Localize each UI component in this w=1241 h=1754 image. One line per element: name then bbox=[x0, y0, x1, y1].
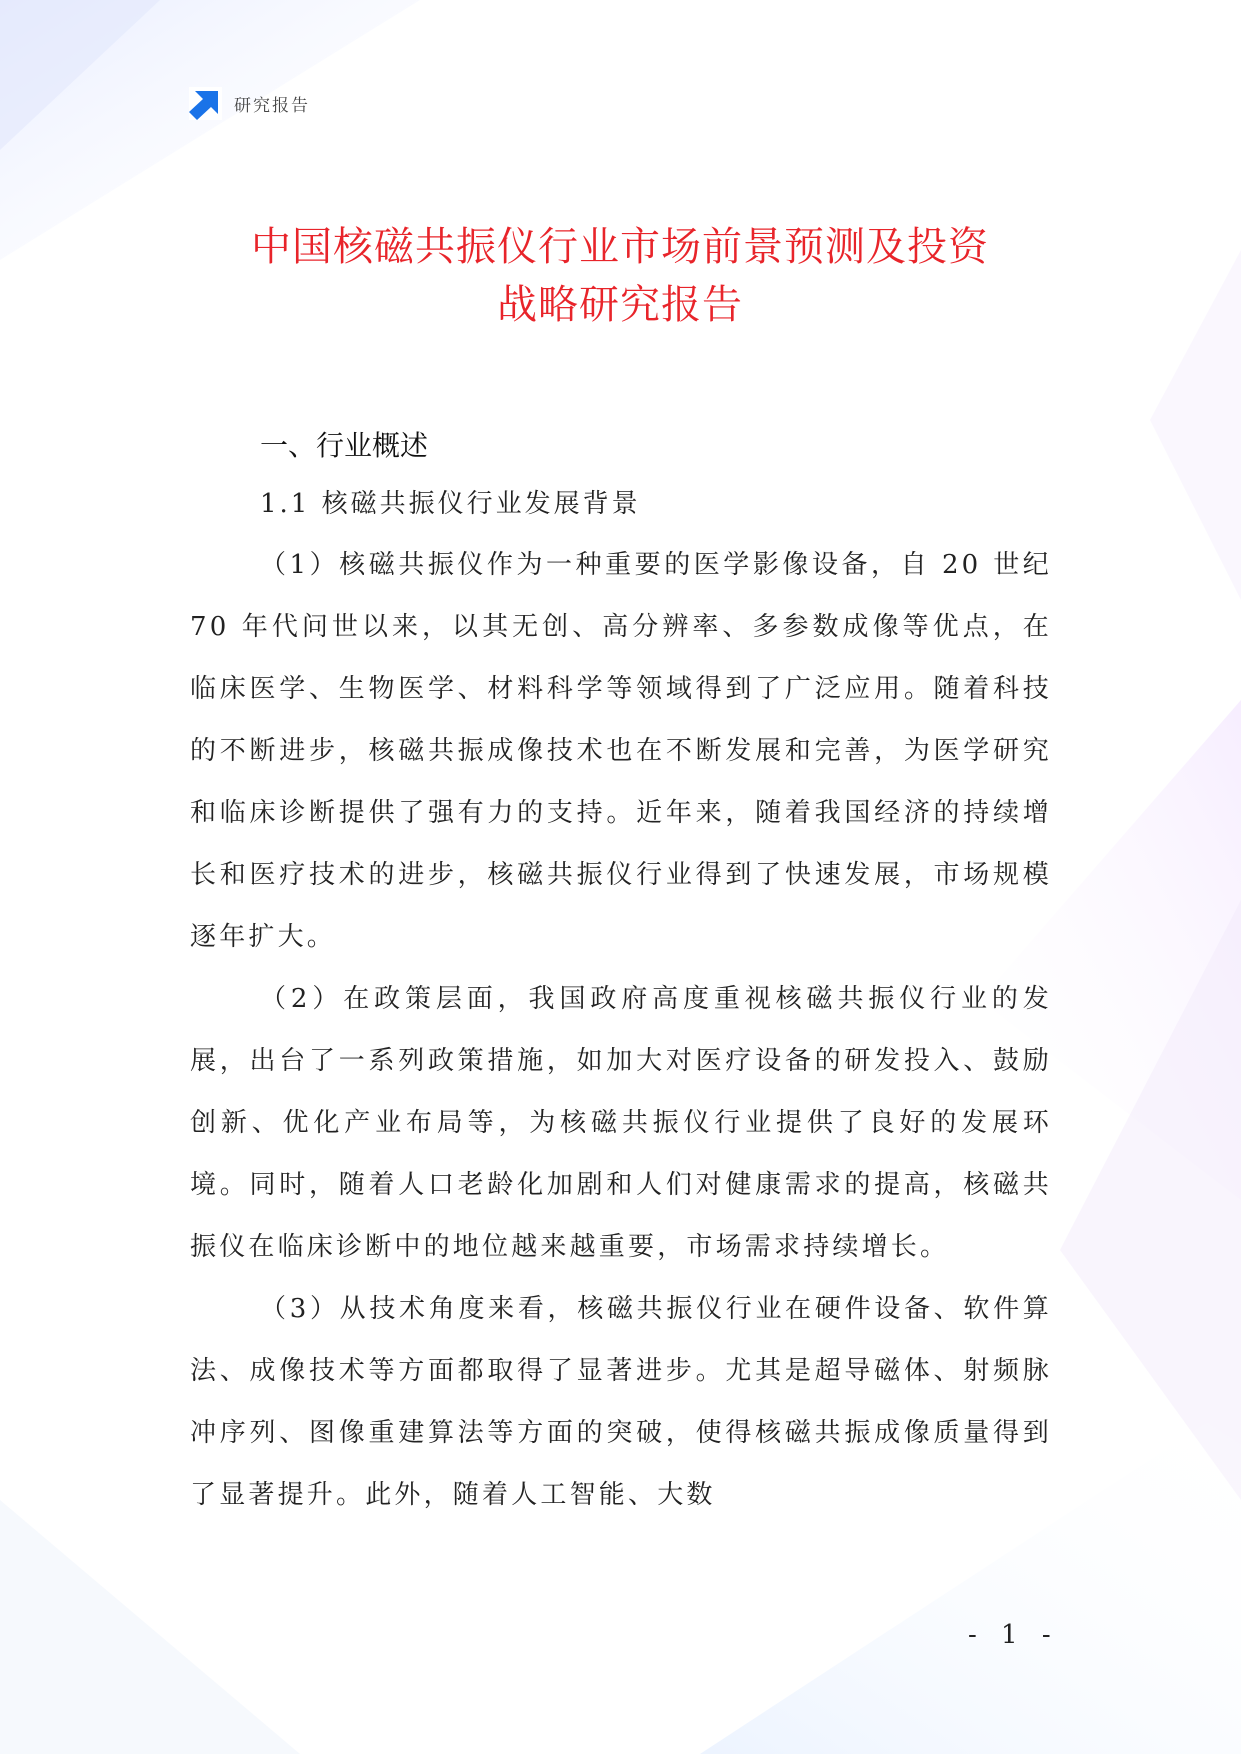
paragraph-2: （2）在政策层面，我国政府高度重视核磁共振仪行业的发展，出台了一系列政策措施，如加大对医疗设备的研发投入、鼓励创新、优化产业布局等，为核磁共振仪行业提供了良好的发展环境。同时，随着人口老龄化加剧和人们对健康需求的提高，核磁共振仪在临床诊断中的地位越来越重要，市场需求持续增长。 bbox=[190, 984, 1052, 1262]
paragraph-1: （1）核磁共振仪作为一种重要的医学影像设备，自 20 世纪 70 年代问世以来，以其无创、高分辨率、多参数成像等优点，在临床医学、生物医学、材料科学等领域得到了广泛应用。随着科技的不断进步，核磁共振成像技术也在不断发展和完善，为医学研究和临床诊断提供了强有力的支持。近年来，随着我国经济的持续增长和医疗技术的进步，核磁共振仪行业得到了快速发展，市场规模逐年扩大。 bbox=[190, 550, 1052, 952]
report-header bbox=[189, 87, 310, 120]
section-heading: 一、行业概述 bbox=[260, 429, 429, 462]
paragraph-3: （3）从技术角度来看，核磁共振仪行业在硬件设备、软件算法、成像技术等方面都取得了显著进步。尤其是超导磁体、射频脉冲序列、图像重建算法等方面的突破，使得核磁共振成像质量得到了显著提升。此外，随着人工智能、大数 bbox=[190, 1294, 1052, 1510]
title-line-1: 中国核磁共振仪行业市场前景预测及投资 bbox=[251, 224, 989, 270]
document-title bbox=[150, 218, 1090, 334]
title-line-2: 战略研究报告 bbox=[497, 282, 743, 328]
page-number: - 1 - bbox=[968, 1620, 1059, 1650]
header-label: 研究报告 bbox=[234, 96, 310, 116]
arrow-logo-icon bbox=[189, 87, 222, 120]
document-body bbox=[190, 418, 1052, 1526]
subsection-heading: 1.1 核磁共振仪行业发展背景 bbox=[260, 489, 641, 519]
